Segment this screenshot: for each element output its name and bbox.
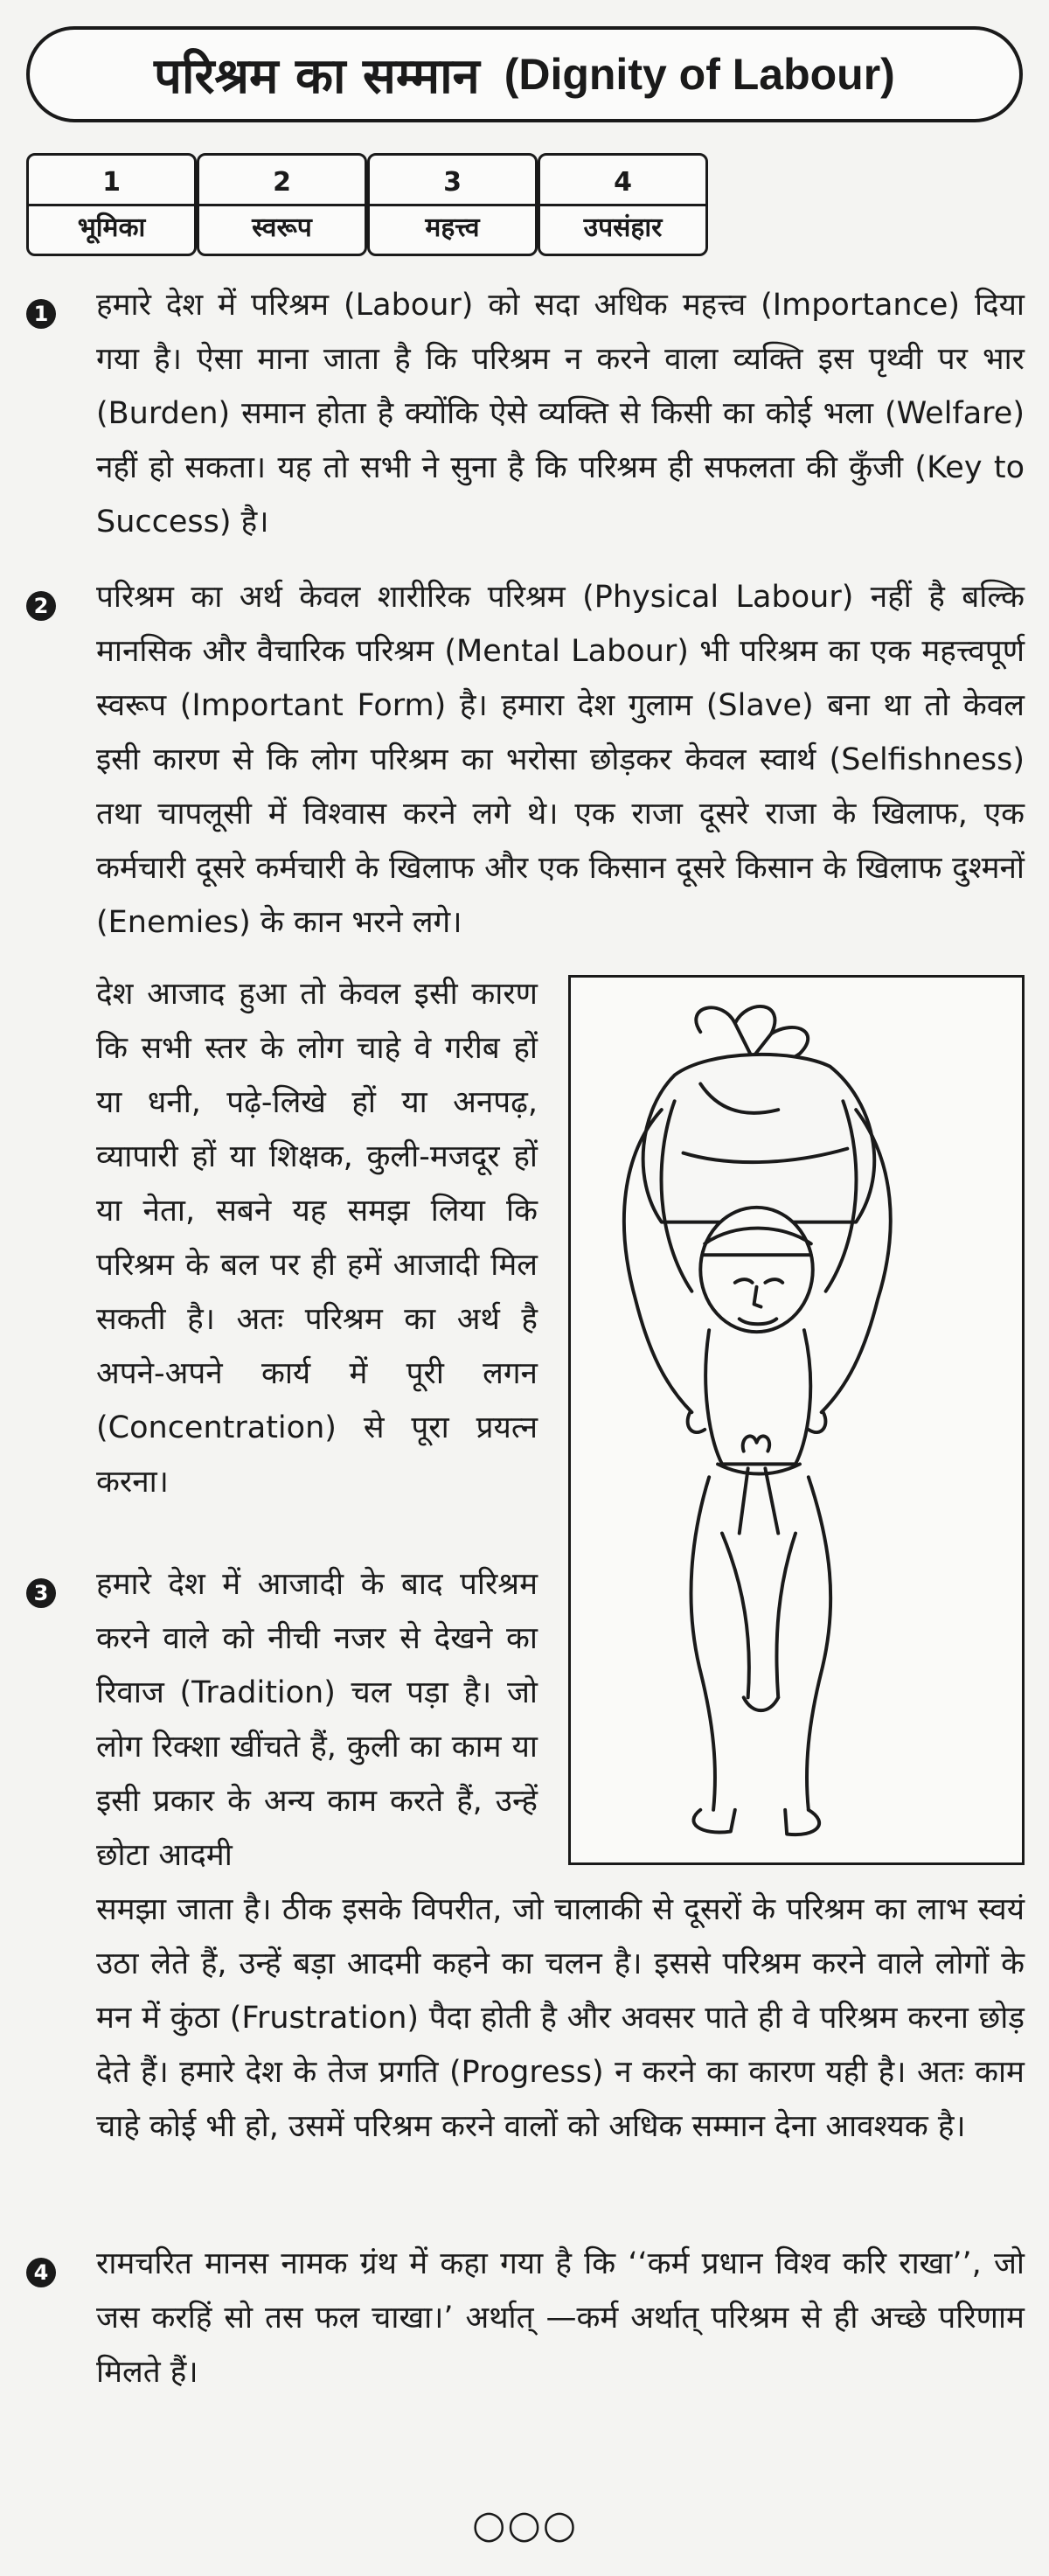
paragraph-2-continuation: देश आजाद हुआ तो केवल इसी कारण कि सभी स्तर के लोग चाहे वे गरीब हों या धनी, पढ़े-लिखे हों या अनपढ़, व्यापारी हों या शिक्षक, कुली-मजदूर हों या नेता, सबने यह समझ लिया कि परिश्रम के बल पर ही हमें आजादी मिल सकती है। अतः परिश्रम का अर्थ है अपने-अपने कार्य में पूरी लगन (Concentration) से पूरा प्रयत्न करना। [96, 977, 538, 1500]
paragraph-3-wide: समझा जाता है। ठीक इसके विपरीत, जो चालाकी से दूसरों के परिश्रम का लाभ स्वयं उठा लेते हैं, उन्हें बड़ा आदमी कहने का चलन है। इससे परिश्रम करने वाले लोगों के मन में कुंठा (Frustration) पैदा होती है और अवसर पाते ही वे परिश्रम करना छोड़ देते हैं। हमारे देश के तेज प्रगति (Progress) न करने का कारण यही है। अतः काम चाहे कोई भी हो, उसमें परिश्रम करने वालों को अधिक सम्मान देना आवश्यक है। [96, 1892, 1025, 2144]
outline-divider [540, 204, 705, 206]
paragraph-4: रामचरित मानस नामक ग्रंथ में कहा गया है कि ‘‘कर्म प्रधान विश्व करि राखा’’, जो जस करहिं सो तस फल चाखा।’ अर्थात् —कर्म अर्थात् परिश्रम से ही अच्छे परिणाम मिलते हैं। [96, 2246, 1025, 2390]
outline-label: भूमिका [77, 212, 146, 243]
outline-number: 2 [273, 166, 291, 198]
paragraph-marker-icon: 4 [26, 2258, 56, 2287]
outline-divider [199, 204, 365, 206]
paragraph-marker-icon: 3 [26, 1578, 56, 1608]
essay-title-box [26, 26, 1023, 122]
labourer-illustration [568, 975, 1025, 1865]
end-mark: ○○○ [472, 2503, 579, 2547]
outline-item [538, 153, 708, 256]
outline-number: 4 [614, 166, 632, 198]
outline-label: स्वरूप [252, 212, 312, 243]
outline-item [26, 153, 197, 256]
outline-number: 1 [102, 166, 121, 198]
paragraph-marker-icon: 2 [26, 591, 56, 621]
outline-divider [29, 204, 194, 206]
essay-title-english: (Dignity of Labour) [504, 50, 895, 99]
paragraph-1: हमारे देश में परिश्रम (Labour) को सदा अधिक महत्त्व (Importance) दिया गया है। ऐसा माना जाता है कि परिश्रम न करने वाला व्यक्ति इस पृथ्वी पर भार (Burden) समान होता है क्योंकि ऐसे व्यक्ति से किसी का कोई भला (Welfare) नहीं हो सकता। यह तो सभी ने सुना है कि परिश्रम ही सफलता की कुँजी (Key to Success) है। [96, 288, 1025, 540]
outline-number: 3 [443, 166, 462, 198]
outline-divider [370, 204, 535, 206]
outline-item [197, 153, 367, 256]
outline-label: महत्त्व [425, 212, 480, 243]
essay-outline [26, 153, 708, 256]
outline-item [367, 153, 538, 256]
labourer-carrying-sack-icon [571, 978, 1022, 1862]
paragraph-2: परिश्रम का अर्थ केवल शारीरिक परिश्रम (Physical Labour) नहीं है बल्कि मानसिक और वैचारिक परिश्रम (Mental Labour) भी परिश्रम का एक महत्त्वपूर्ण स्वरूप (Important Form) है। हमारा देश गुलाम (Slave) बना था तो केवल इसी कारण से कि लोग परिश्रम का भरोसा छोड़कर केवल स्वार्थ (Selfishness) तथा चापलूसी में विश्वास करने लगे थे। एक राजा दूसरे राजा के खिलाफ, एक कर्मचारी दूसरे कर्मचारी के खिलाफ और एक किसान दूसरे किसान के खिलाफ दुश्मनों (Enemies) के कान भरने लगे। [96, 580, 1025, 940]
paragraph-3-narrow: हमारे देश में आजादी के बाद परिश्रम करने वाले को नीची नजर से देखने का रिवाज (Tradition) चल पड़ा है। जो लोग रिक्शा खींचते हैं, कुली का काम या इसी प्रकार के अन्य काम करते हैं, उन्हें छोटा आदमी [96, 1567, 538, 1873]
paragraph-marker-icon: 1 [26, 299, 56, 329]
essay-title-hindi: परिश्रम का सम्मान [154, 48, 480, 105]
outline-label: उपसंहार [583, 212, 663, 243]
